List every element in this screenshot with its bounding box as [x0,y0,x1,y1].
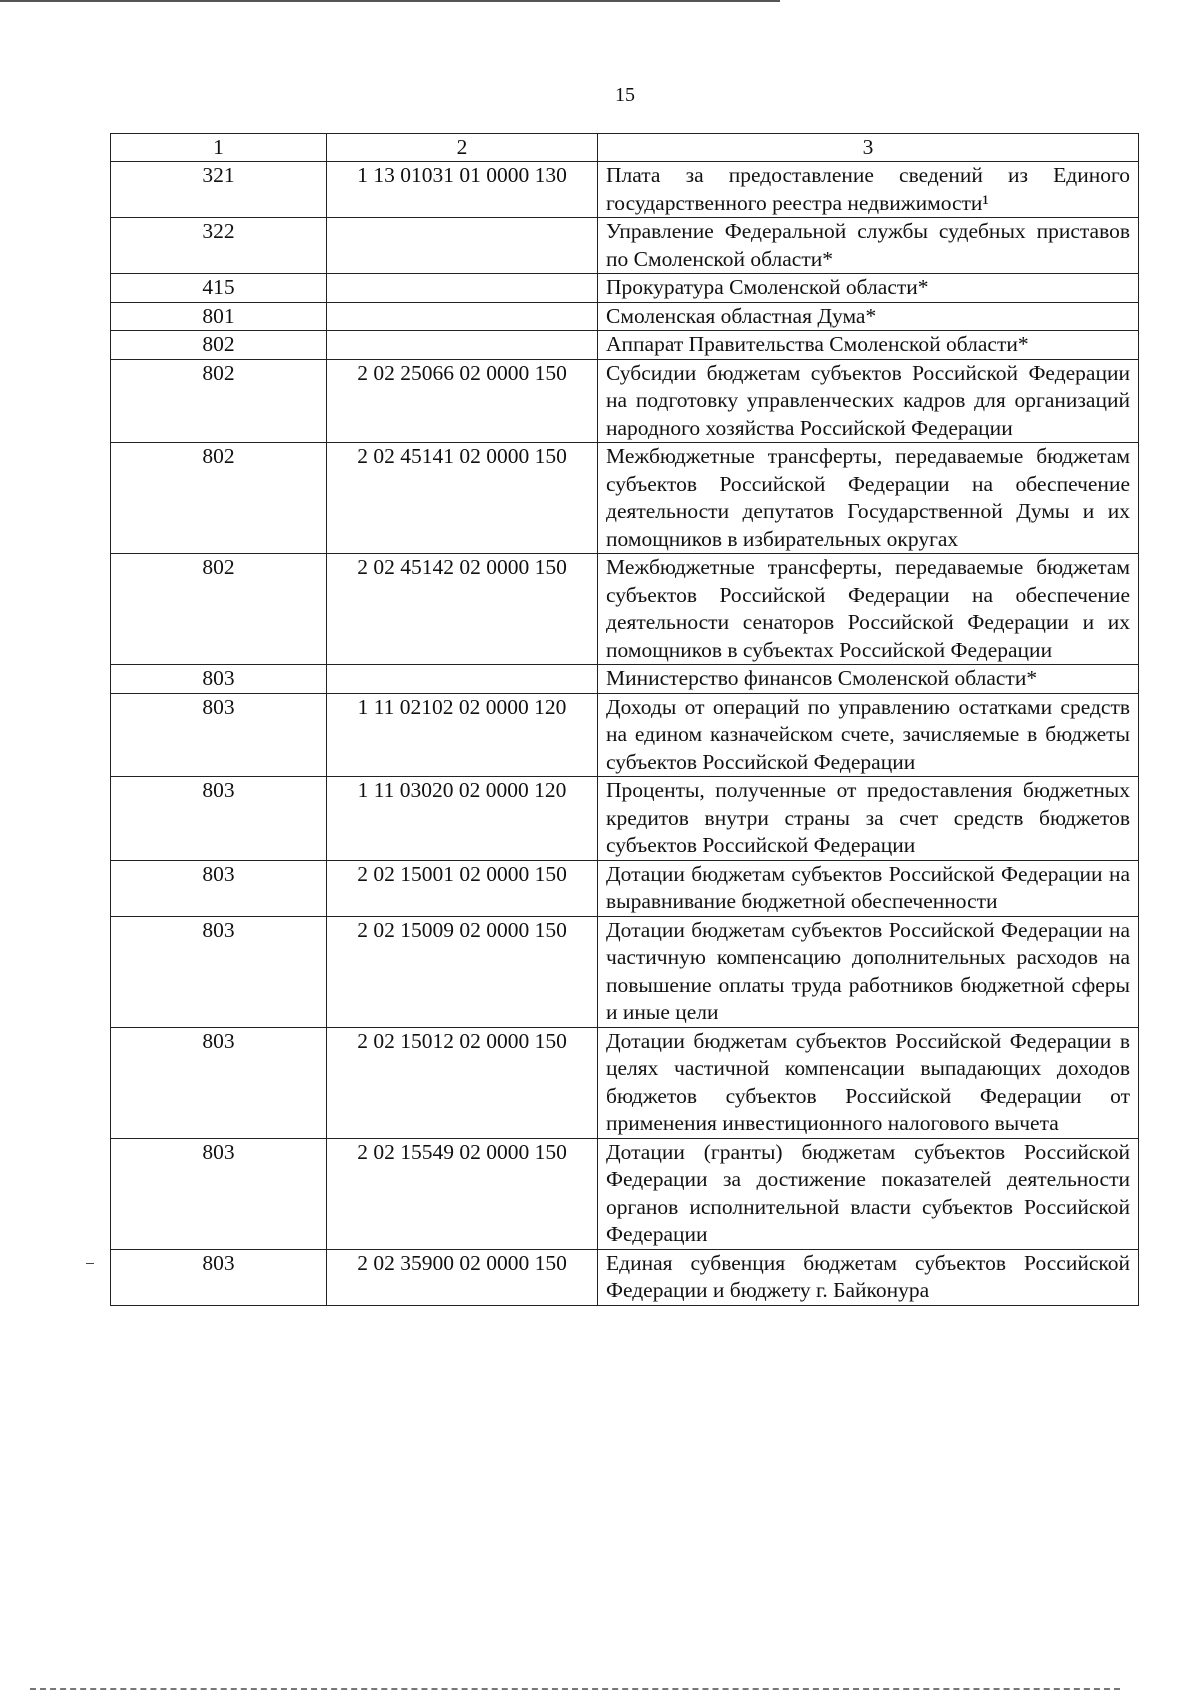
table-row [111,443,1139,554]
budget-code-cell [327,665,598,694]
table-row [111,693,1139,777]
table-row [111,860,1139,916]
admin-code-cell: 803 [111,693,327,777]
revenue-name-cell: Субсидии бюджетам субъектов Российской Федерации на подготовку управленческих кадров для организаций народного хозяйства Российской Федерации [598,359,1139,443]
table-row [111,359,1139,443]
revenue-name-cell: Доходы от операций по управлению остатками средств на едином казначейском счете, зачисляемые в бюджеты субъектов Российской Федерации [598,693,1139,777]
revenue-name-cell: Межбюджетные трансферты, передаваемые бюджетам субъектов Российской Федерации на обеспечение деятельности депутатов Государственной Думы и их помощников в избирательных округах [598,443,1139,554]
admin-code-cell: 803 [111,1249,327,1305]
revenue-name-cell: Прокуратура Смоленской области* [598,274,1139,303]
budget-code-cell: 2 02 15009 02 0000 150 [327,916,598,1027]
revenue-name-cell: Министерство финансов Смоленской области* [598,665,1139,694]
table-body [111,134,1139,1306]
revenue-name-cell: Аппарат Правительства Смоленской области* [598,331,1139,360]
revenue-name-cell: Смоленская областная Дума* [598,302,1139,331]
header-cell-1: 1 [111,134,327,162]
admin-code-cell: 321 [111,162,327,218]
scan-edge-top [0,0,780,5]
stray-mark [86,1263,94,1264]
admin-code-cell: 415 [111,274,327,303]
budget-codes-table [110,133,1139,1306]
admin-code-cell: 803 [111,916,327,1027]
table-row [111,274,1139,303]
budget-code-cell [327,218,598,274]
admin-code-cell: 802 [111,359,327,443]
revenue-name-cell: Управление Федеральной службы судебных приставов по Смоленской области* [598,218,1139,274]
budget-code-cell [327,331,598,360]
admin-code-cell: 803 [111,1027,327,1138]
budget-code-cell: 2 02 45142 02 0000 150 [327,554,598,665]
revenue-name-cell: Дотации (гранты) бюджетам субъектов Российской Федерации за достижение показателей деятельности органов исполнительной власти субъектов Российской Федерации [598,1138,1139,1249]
budget-code-cell [327,302,598,331]
table-row [111,777,1139,861]
revenue-name-cell: Плата за предоставление сведений из Единого государственного реестра недвижимости¹ [598,162,1139,218]
revenue-name-cell: Дотации бюджетам субъектов Российской Федерации в целях частичной компенсации выпадающих доходов бюджетов субъектов Российской Федерации от применения инвестиционного налогового вычета [598,1027,1139,1138]
budget-code-cell: 1 11 02102 02 0000 120 [327,693,598,777]
budget-code-cell: 2 02 35900 02 0000 150 [327,1249,598,1305]
table-row [111,1138,1139,1249]
table-row [111,1249,1139,1305]
budget-code-cell: 2 02 15001 02 0000 150 [327,860,598,916]
budget-code-cell: 1 11 03020 02 0000 120 [327,777,598,861]
table-row [111,302,1139,331]
table-row [111,554,1139,665]
budget-code-cell: 2 02 15012 02 0000 150 [327,1027,598,1138]
table-row [111,331,1139,360]
revenue-name-cell: Дотации бюджетам субъектов Российской Федерации на частичную компенсацию дополнительных расходов на повышение оплаты труда работников бюджетной сферы и иные цели [598,916,1139,1027]
admin-code-cell: 803 [111,665,327,694]
admin-code-cell: 802 [111,443,327,554]
admin-code-cell: 322 [111,218,327,274]
revenue-name-cell: Межбюджетные трансферты, передаваемые бюджетам субъектов Российской Федерации на обеспечение деятельности сенаторов Российской Федерации и их помощников в субъектах Российской Федерации [598,554,1139,665]
budget-code-cell: 1 13 01031 01 0000 130 [327,162,598,218]
budget-code-cell: 2 02 45141 02 0000 150 [327,443,598,554]
table-row [111,218,1139,274]
header-cell-2: 2 [327,134,598,162]
revenue-name-cell: Единая субвенция бюджетам субъектов Российской Федерации и бюджету г. Байконура [598,1249,1139,1305]
table-row [111,1027,1139,1138]
table-row [111,665,1139,694]
scan-edge-bottom [30,1688,1120,1690]
admin-code-cell: 801 [111,302,327,331]
table-row [111,162,1139,218]
page-number: 15 [615,84,635,106]
revenue-name-cell: Проценты, полученные от предоставления бюджетных кредитов внутри страны за счет средств бюджетов субъектов Российской Федерации [598,777,1139,861]
admin-code-cell: 802 [111,554,327,665]
revenue-name-cell: Дотации бюджетам субъектов Российской Федерации на выравнивание бюджетной обеспеченности [598,860,1139,916]
admin-code-cell: 803 [111,1138,327,1249]
admin-code-cell: 802 [111,331,327,360]
budget-code-cell [327,274,598,303]
admin-code-cell: 803 [111,777,327,861]
header-cell-3: 3 [598,134,1139,162]
table-row [111,916,1139,1027]
budget-code-cell: 2 02 15549 02 0000 150 [327,1138,598,1249]
budget-code-cell: 2 02 25066 02 0000 150 [327,359,598,443]
admin-code-cell: 803 [111,860,327,916]
table-header-row [111,134,1139,162]
